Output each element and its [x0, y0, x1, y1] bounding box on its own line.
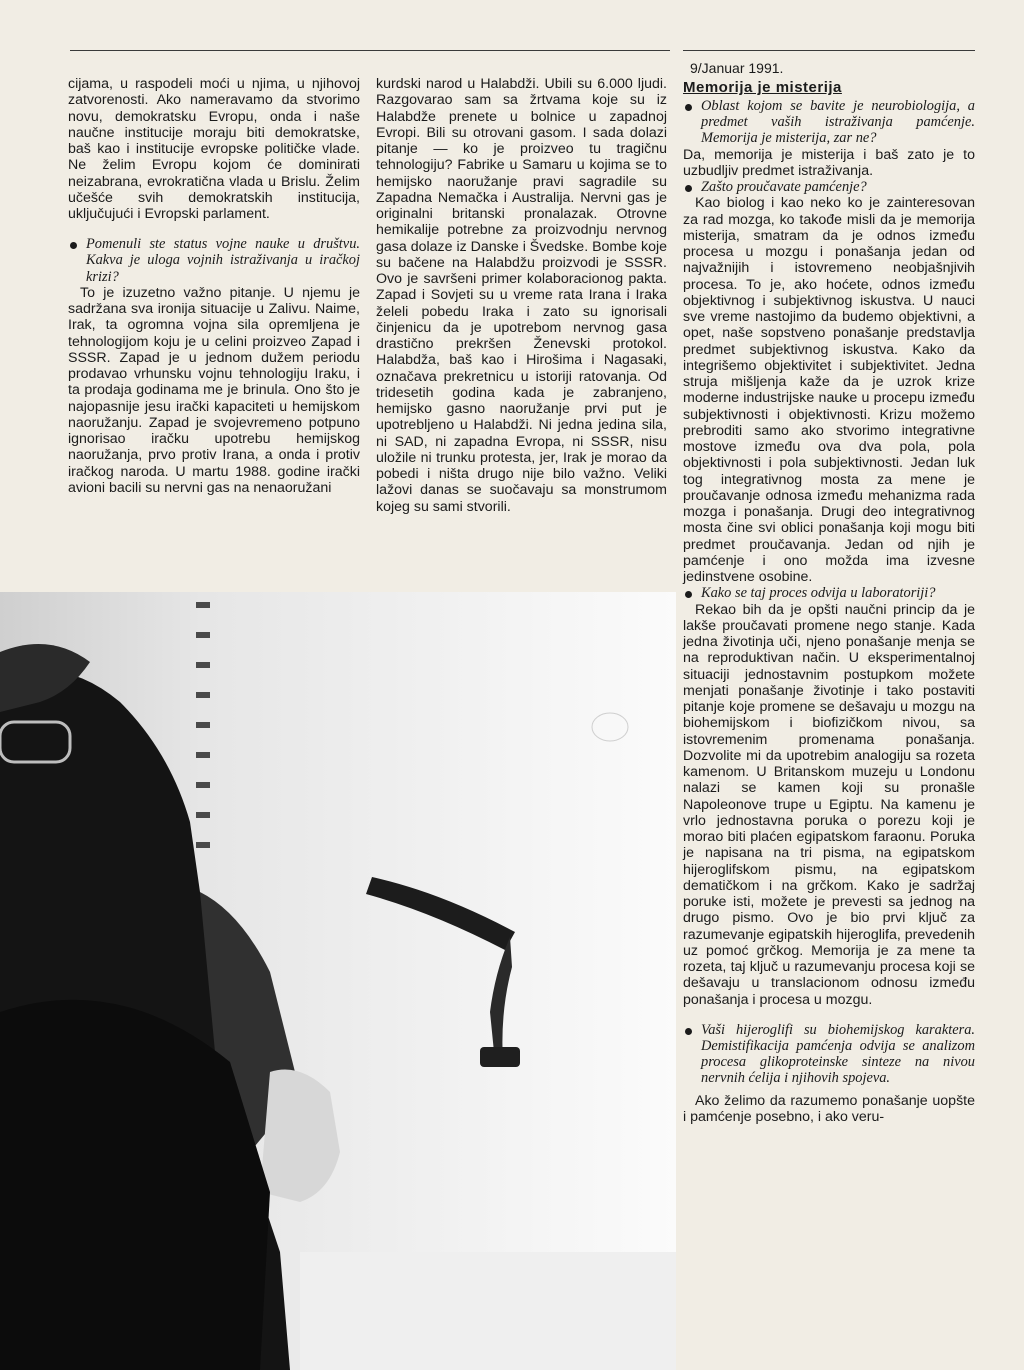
- question-neurobiology: Oblast kojom se bavite je neurobiologija, a predmet vaših istraživanja pamćenje. Memorija je misterija, zar ne?: [683, 98, 975, 147]
- column-3-paragraph-3: Rekao bih da je opšti naučni princip da je lakše proučavati promene nego stanje. Kada jedna životinja uči, njeno ponašanje menja se na reproduktivan način. U eksperimentalnoj situaciji jednostavnim postupkom možete menjati ponašanje životinje i tako postaviti pitanje koje promene se dešavaju u mozgu na biohemijskom i biofizičkom nivou, sa istovremenim promenama ponašanja. Dozvolite mi da upotrebim analogiju sa rozeta kamenom. U Britanskom muzeju u Londonu nalazi se kamen koji su pronašle Napoleonove trupe u Egiptu. Na kamenu je vrlo jednostavna poruka o porezu koji je morao biti plaćen egipatskom faraonu. Poruka je napisana na tri pisma, na egipatskom hijeroglifskom pismu, na egipatskom dematičkom i na grčkom. Kako je sadržaj poruke isti, možete je prevesti sa jednog na drugo pismo. Ovo je bio prvi ključ za razumevanje egipatskih hijeroglifa, prevedenih uz pomoć grčkog. Memorija je za mene ta rozeta, taj ključ u razumevanju procesa koji se dešavaju u translacionom odnosu između ponašanja i procesa u mozgu.: [683, 601, 975, 1008]
- top-rule-right: [683, 50, 975, 51]
- column-1: [68, 76, 360, 496]
- column-3: [683, 98, 975, 1125]
- column-3-paragraph-1: Da, memorija je misterija i baš zato je to uzbudljiv predmet istraživanja.: [683, 146, 975, 179]
- column-2-paragraph-1: kurdski narod u Halabdži. Ubili su 6.000 ljudi. Razgovarao sam sa žrtvama koje su iz Halabdže prenete u bolnice u zapadnoj Evropi. Bili su otrovani gasom. I sada dolazi pitanje — ko je proizveo tu tragičnu tehnologiju? Fabrike u Samaru u kojima se to hemijsko naoružanje pravi sagradile su Zapadna Nemačka i Australija. Nervni gas je originalni britanski pronalazak. Otrovne hemikalije potrebne za proizvodnju nervnog gasa dolaze iz Danske i Švedske. Bombe koje su bačene na Halabdžu proizvodi je SSSR. Ovo je savršeni primer kolaboracionog pakta. Zapad i Sovjeti su u vreme rata Irana i Iraka želeli pobedu Iraka i zato su ignorisali činjenicu da je upotrebom nervnog gasa drastično prekršen Ženevski protokol. Halabdža, baš kao i Hirošima i Nagasaki, označava prekretnicu u istoriji ratovanja. Od tridesetih godina kada je zabranjeno, hemijsko gasno naoružanje prvi put je upotrebljeno u Halabdži. Ni jedna jedina sila, ni SAD, ni zapadna Evropa, ni SSSR, nisu uložile ni trunku protesta, jer, Irak je morao da pobedi i ništa drugo nije bilo važno. Veliki lažovi danas se suočavaju sa monstrumom kojeg su sami stvorili.: [376, 76, 668, 515]
- column-1-paragraph-1: cijama, u raspodeli moći u njima, u njihovoj zatvorenosti. Ako nameravamo da stvorimo novu, demokratsku Evropu, onda i naše naučne institucije moraju biti demokratske, baš kao i institucije evropske političke vlade. Ne želim Evropu kojom će dominirati neizabrana, evrokratična vlada u Brislu. Želim učešće svih demokratskih institucija, uključujući i Evropski parlament.: [68, 76, 360, 222]
- column-1-paragraph-2: To je izuzetno važno pitanje. U njemu je sadržana sva ironija situacije u Zalivu. Naime, Irak, ta ogromna vojna sila opremljena je tehnologijom koju je u celini proizveo Zapad i SSSR. Zapad je u jednom dužem periodu prodavao vrhunsku vojnu tehnologiju Iraku, i ta prodaja godinama me je brinula. Ono što je najopasnije jesu irački kapaciteti u hemijskom naoružanju. Zapad je svojevremeno potpuno ignorisao iračku upotrebu hemijskog naoružanja, prvo protiv Irana, a onda i protiv iračkog naroda. U martu 1988. godine irački avioni bacili su nervni gas na nenaoružani: [68, 284, 360, 496]
- top-rule-left: [70, 50, 670, 51]
- question-laboratory: Kako se taj proces odvija u laboratoriji?: [683, 585, 975, 601]
- column-2: [376, 76, 667, 515]
- section-title: Memorija je misterija: [683, 79, 842, 96]
- question-military-research: Pomenuli ste status vojne nauke u društvu. Kakva je uloga vojnih istraživanja u iračkoj krizi?: [68, 236, 360, 285]
- issue-date: 9/Januar 1991.: [690, 60, 784, 76]
- interview-photo: [0, 592, 676, 1370]
- column-3-paragraph-2: Kao biolog i kao neko ko je zainteresovan za rad mozga, ko takođe misli da je memorija misterija, smatram da je odnos između procesa u mozgu i ponašanja jedan od najvažnijih i istovremeno neobjašnjivih procesa. To je, ako hoćete, odnos između objektivnog i subjektivnog iskustva. U nauci sve vreme nastojimo da budemo objektivni, a opet, naše sopstveno ponašanje predstavlja predmet subjektivnog iskustva. Kako da integrišemo objektivitet i subjektivitet. Jedna struja mišljenja kaže da je uzrok krize moderne industrijske nauke u procepu između subjektivnosti i objektivnosti. Krizu možemo prebroditi samo ako stvorimo integrativne mostove između ova dva pola, pola objektivnosti i pola subjektivnosti. Jedan luk tog integrativnog mosta za mene je proučavanje odnosa između mehanizma rada mozga i ponašanja. Drugi deo integrativnog mosta čine svi oblici ponašanja koji mogu biti predmet proučavanja. Jedan od njih je pamćenje i ono možda ima izvesne jedinstvene osobine.: [683, 195, 975, 586]
- column-3-paragraph-4: Ako želimo da razumemo ponašanje uopšte i pamćenje posebno, i ako veru-: [683, 1092, 975, 1125]
- question-hieroglyphs: Vaši hijeroglifi su biohemijskog karaktera. Demistifikacija pamćenja odvija se analizom procesa glikoproteinske sinteze na nivou nervnih ćelija i njihovih spojeva.: [683, 1022, 975, 1087]
- question-why-memory: Zašto proučavate pamćenje?: [683, 179, 975, 195]
